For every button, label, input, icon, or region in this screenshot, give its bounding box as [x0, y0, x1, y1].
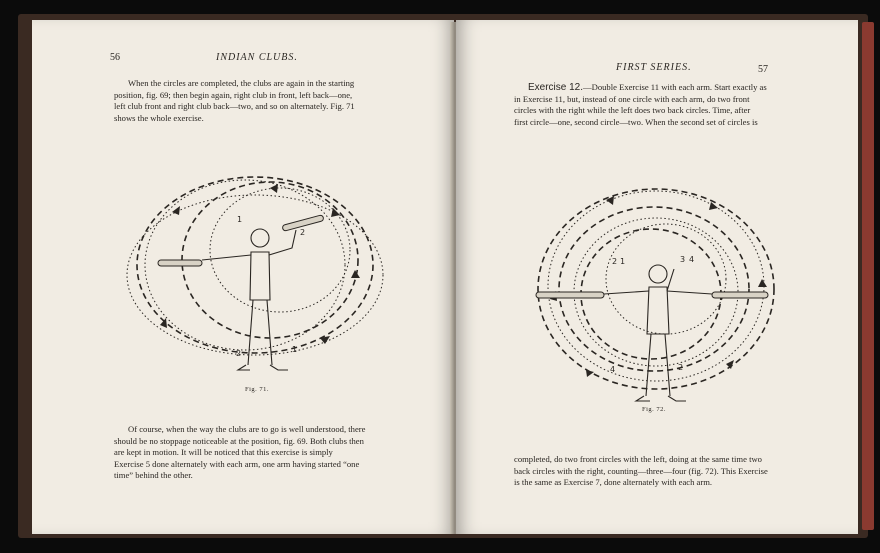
figure-number: 4: [610, 365, 616, 374]
figure-number: 1: [237, 215, 243, 224]
page-number: 56: [110, 52, 120, 63]
open-book: [18, 14, 868, 538]
text-line: time” behind the other.: [114, 470, 193, 481]
running-head: FIRST SERIES.: [616, 62, 692, 73]
paragraph: [114, 424, 404, 482]
paragraph: [514, 82, 804, 128]
figure-number: 1: [292, 345, 298, 354]
text-line: Of course, when the way the clubs are to go is well understood, there: [128, 424, 366, 434]
exercise-name: Exercise 12.: [528, 82, 584, 93]
text-line: position, fig. 69; then begin again, right club in front, left back—one,: [114, 89, 353, 100]
paragraph: [114, 78, 404, 124]
text-line: —Double Exercise 11 with each arm. Start exactly as: [583, 82, 767, 92]
left-page: [32, 20, 454, 534]
right-page: [456, 20, 858, 534]
figure-number: 4: [689, 255, 695, 264]
figure-caption: Fig. 72.: [642, 406, 667, 413]
text-line: When the circles are completed, the clubs are again in the starting: [128, 78, 355, 88]
figure-number: 2: [678, 363, 684, 372]
text-line: is the same as Exercise 7, done alternately with each arm.: [514, 477, 713, 488]
text-line: circles with the right while the left does two back circles. Time, after: [514, 105, 751, 116]
figure-number: 2: [236, 349, 242, 358]
figure-number: 1: [620, 257, 626, 266]
text-line: shows the whole exercise.: [114, 112, 204, 123]
figure-number: 2: [612, 257, 618, 266]
text-line: completed, do two front circles with the left, doing at the same time two: [514, 454, 762, 464]
paragraph: [514, 454, 804, 489]
figure-71-illustration: [120, 160, 390, 390]
running-head: INDIAN CLUBS.: [216, 52, 298, 63]
text-line: should be no stoppage noticeable at the position, fig. 69. Both clubs then: [114, 435, 364, 446]
text-line: left club front and right club back—two, and so on alternately. Fig. 71: [114, 101, 355, 112]
cover-edge: [862, 22, 874, 530]
figure-72-illustration: [526, 174, 786, 404]
text-line: are kept in motion. It will be noticed that this exercise is simply: [114, 447, 333, 458]
text-line: Exercise 5 done alternately with each arm, one arm having started “one: [114, 458, 360, 469]
text-line: first circle—one, second circle—two. When the second set of circles is: [514, 116, 758, 127]
figure-caption: Fig. 71.: [245, 386, 270, 393]
figure-number: 2: [300, 228, 306, 237]
text-line: back circles with the right, counting—three—four (fig. 72). This Exercise: [514, 465, 768, 476]
page-number: 57: [758, 64, 768, 75]
text-line: in Exercise 11, but, instead of one circle with each arm, do two front: [514, 93, 750, 104]
figure-number: 3: [680, 255, 686, 264]
